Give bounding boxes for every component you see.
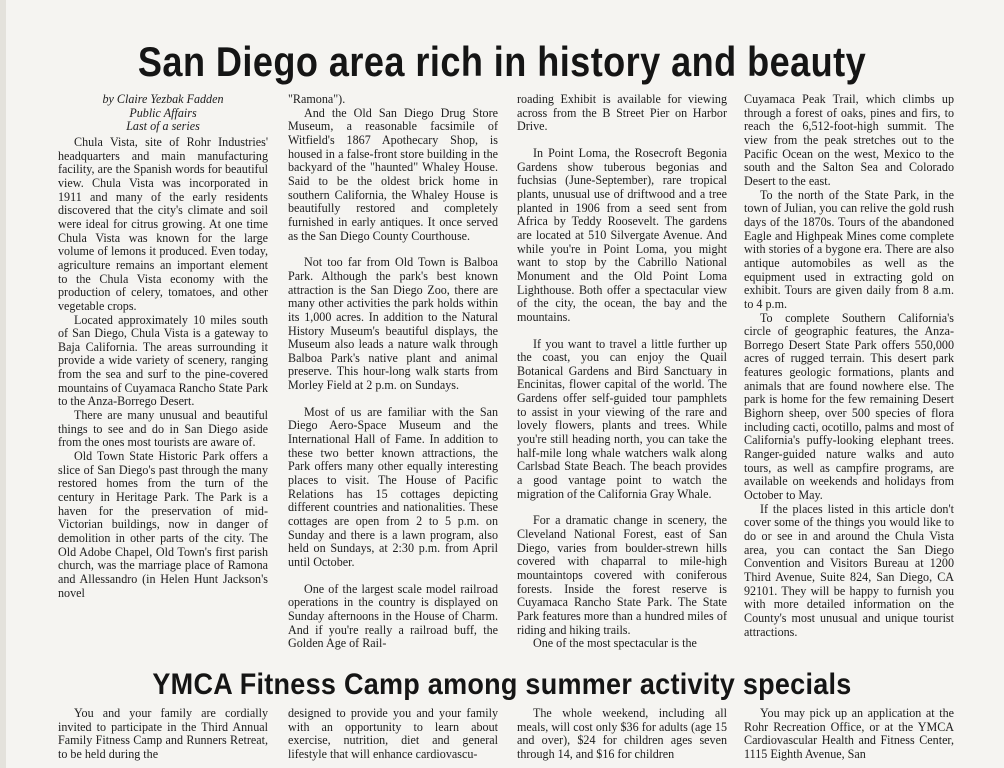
paragraph: Not too far from Old Town is Balboa Park. Although the park's best known attraction is the San Diego Zoo, there are many other activities the park holds within its 1,000 acres. In addition to the Natural History Museum's beautiful displays, the Museum also leads a nature walk through Balboa Park's native plant and animal preserve. This hour-long walk starts from Morley Field at 2 p.m. on Sundays.: [288, 255, 498, 393]
byline-author: by Claire Yezbak Fadden: [102, 93, 224, 106]
paragraph: designed to provide you and your family with an opportunity to learn about exercise, nutrition, diet and general lifestyle that will enhance cardiovascu-: [288, 707, 498, 761]
paragraph: "Ramona").: [288, 93, 346, 106]
paragraph: roading Exhibit is available for viewing across from the B Street Pier on Harbor Drive.: [517, 93, 727, 134]
paragraph: If you want to travel a little further up the coast, you can enjoy the Quail Botanical Gardens and Bird Sanctuary in Encinitas, flower capital of the world. The Gardens offer self-guided tour pamphlets to assist in your viewing of the rare and lovely flowers, plants and trees. While you're still heading north, you can take the half-mile long whale watchers walk along Carlsbad State Beach. The beach provides a good vantage point to watch the migration of the California Gray Whale.: [517, 336, 727, 501]
byline-department: Public Affairs: [129, 105, 197, 120]
article1-column-4: [744, 93, 954, 657]
paragraph: To the north of the State Park, in the town of Julian, you can relive the gold rush days of the 1870s. Tours of the abandoned Eagle and Highpeak Mines come complete with stories of a bygone era. There are also antique automobiles as well as the equipment used in extracting gold on exhibit. Tours are given daily from 8 a.m. to 4 p.m.: [744, 187, 954, 311]
page-fold-edge: [0, 0, 6, 768]
article2-column-2: [288, 707, 498, 768]
paragraph: Old Town State Historic Park offers a slice of San Diego's past through the many restored homes from the turn of the century in Heritage Park. The Park is a haven for the preservation of mid-Victorian buildings, now in danger of demolition in other parts of the city. The Old Adobe Chapel, Old Town's first parish church, was the marriage place of Ramona and Allessandro (in Helen Hunt Jackson's novel: [58, 449, 268, 600]
paragraph: You and your family are cordially invited to participate in the Third Annual Family Fitness Camp and Runners Retreat, to be held during the: [58, 707, 268, 761]
paragraph: One of the largest scale model railroad operations in the country is displayed on Sunday afternoons in the House of Charm. And if you're really a railroad buff, the Golden Age of Rail-: [288, 581, 498, 651]
paragraph: To complete Southern California's circle of geographic features, the Anza-Borrego Desert State Park offers 550,000 acres of rugged terrain. This desert park features geologic formations, plants and animals that are found nowhere else. The park is home for the few remaining Desert Bighorn sheep, over 500 species of flora including cacti, ocotillo, palms and most of California's puffy-looking elephant trees. Ranger-guided nature walks and auto tours, as well as campfire programs, are available on weekends and holidays from October to May.: [744, 310, 954, 503]
paragraph: You may pick up an application at the Rohr Recreation Office, or at the YMCA Cardiovascular Health and Fitness Center, 1115 Eighth Avenue, San: [744, 707, 954, 761]
article1-column-3: [517, 93, 727, 657]
paragraph: Located approximately 10 miles south of San Diego, Chula Vista is a gateway to Baja California. The areas surrounding it provide a wide variety of scenery, ranging from the sea and surf to the pine-covered mountains of Cuyamaca Rancho State Park to the Anza-Borrego Desert.: [58, 312, 268, 409]
paragraph: The whole weekend, including all meals, will cost only $36 for adults (age 15 and over), $24 for children ages seven through 14, and $16 for children: [517, 707, 727, 761]
paragraph: One of the most spectacular is the: [533, 636, 697, 651]
main-headline: San Diego area rich in history and beauty: [137, 38, 867, 85]
paragraph: There are many unusual and beautiful things to see and do in San Diego aside from the ones most tourists are aware of.: [58, 408, 268, 450]
paragraph: Chula Vista, site of Rohr Industries' headquarters and main manufacturing facility, are the Spanish words for beautiful view. Chula Vista was incorporated in 1911 and many of the early residents discovered that the city's climate and soil were ideal for citrus growing. At one time Chula Vista was known for the large volume of lemons it produced. Even today, agriculture remains an important element to the Chula Vista economy with the production of celery, tomatoes, and other vegetable crops.: [58, 134, 268, 313]
article1-column-1: [58, 93, 268, 657]
paragraph: Most of us are familiar with the San Diego Aero-Space Museum and the International Hall of Fame. In addition to these two better known attractions, the Park offers many other equally interesting places to visit. The House of Pacific Relations has 15 cottages depicting different countries and nationalities. These cottages are open from 2 to 5 p.m. on Sunday and there is a lawn program, also held on Sundays, at 2:30 p.m. from April until October.: [288, 404, 498, 569]
paragraph: In Point Loma, the Rosecroft Begonia Gardens show tuberous begonias and fuchsias (June-September), rare tropical plants, unusual use of driftwood and a tree planted in 1906 from a seed sent from Africa by Teddy Roosevelt. The gardens are located at 510 Silvergate Avenue. And while you're in Point Loma, you might want to stop by the Cabrillo National Monument and the Old Point Loma Lighthouse. Both offer a spectacular view of the city, the ocean, the bay and the mountains.: [517, 145, 727, 324]
article2-column-3: [517, 707, 727, 768]
article1-column-2: [288, 93, 498, 657]
paragraph: And the Old San Diego Drug Store Museum, a reasonable facsimile of Witfield's 1867 Apothecary Shop, is housed in a false-front store building in the backyard of the "haunted" Whaley House. Said to be the oldest brick home in southern California, the Whaley House is beautifully restored and completely furnished in early antiques. It once served as the San Diego County Courthouse.: [288, 105, 498, 243]
paragraph: For a dramatic change in scenery, the Cleveland National Forest, east of San Diego, varies from boulder-strewn hills covered with chaparral to mile-high mountaintops covered with coniferous forests. Inside the forest reserve is Cuyamaca Rancho State Park. The State Park features more than a hundred miles of riding and hiking trails.: [517, 513, 727, 637]
byline-series: Last of a series: [126, 119, 200, 134]
paragraph: If the places listed in this article don't cover some of the things you would like to do or see in and around the Chula Vista area, you can contact the San Diego Convention and Visitors Bureau at 1200 Third Avenue, Suite 824, San Diego, CA 92101. They will be happy to furnish you with more detailed information on the County's most unusual and unique tourist attractions.: [744, 501, 954, 639]
paragraph: Cuyamaca Peak Trail, which climbs up through a forest of oaks, pines and firs, to reach the 6,512-foot-high summit. The view from the peak stretches out to the Pacific Ocean on the west, Mexico to the south and the Salton Sea and Colorado Desert to the east.: [744, 93, 954, 188]
secondary-headline: YMCA Fitness Camp among summer activity specials: [152, 668, 852, 701]
article2-column-1: [58, 707, 268, 768]
byline: [58, 93, 268, 134]
article2-column-4: [744, 707, 954, 768]
